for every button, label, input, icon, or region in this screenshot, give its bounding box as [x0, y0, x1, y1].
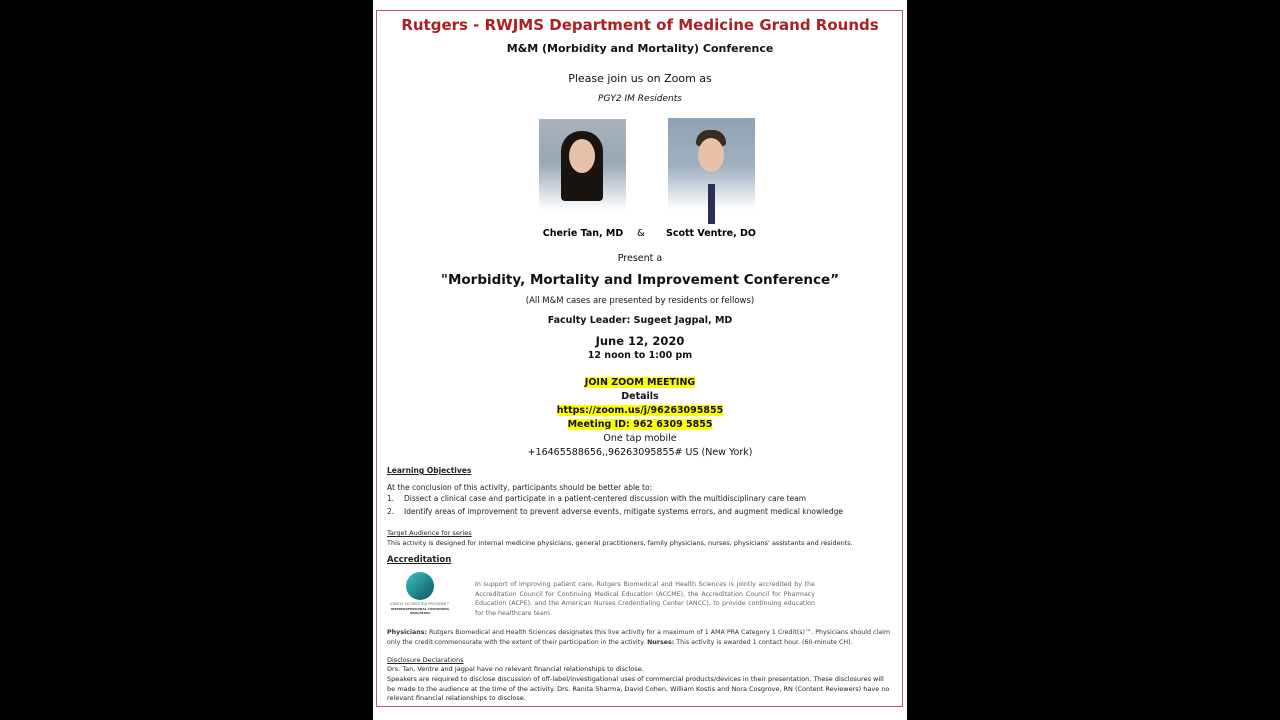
- objectives-intro: At the conclusion of this activity, participants should be better able to:: [387, 483, 653, 492]
- presenter-1-name: Cherie Tan, MD: [542, 228, 624, 239]
- presenter-2-name: Scott Ventre, DO: [666, 228, 756, 239]
- meeting-id: Meeting ID: 962 6309 5855: [567, 419, 713, 430]
- flyer-title: Rutgers - RWJMS Department of Medicine Grand Rounds: [401, 16, 879, 34]
- zoom-details-label: Details: [621, 391, 659, 402]
- objective-number: 2.: [387, 507, 395, 516]
- audience-heading: Target Audience for series: [387, 529, 472, 537]
- physicians-text: Rutgers Biomedical and Health Sciences designates this live activity for a maximum of 1 AMA PRA Category 1 Credit(s)™. Physicians should claim only the credit commensurate with the extent of their participation in the activity.: [387, 629, 890, 646]
- phone-number[interactable]: +16465588656,,96263095855# US (New York): [527, 447, 753, 458]
- logo-subtext: INTERPROFESSIONAL CONTINUING EDUCATION: [390, 607, 450, 615]
- conference-title: "Morbidity, Mortality and Improvement Conference”: [440, 272, 840, 288]
- objective-item: [387, 507, 892, 516]
- disclosure-heading: Disclosure Declarations: [387, 656, 464, 664]
- disclosure-line-1: Drs. Tan, Ventre and Jagpal have no relevant financial relationships to disclose.: [387, 665, 644, 673]
- zoom-url-link[interactable]: https://zoom.us/j/96263095855: [556, 405, 724, 416]
- flyer-subtitle: M&M (Morbidity and Mortality) Conference: [506, 42, 774, 55]
- accreditation-text: In support of improving patient care, Rutgers Biomedical and Health Sciences is jointly accredited by the Accreditation Council for Continuing Medical Education (ACCME), the Accreditation Council for Pharmacy Education (ACPE), and the American Nurses Credentialing Center (ANCC), to provide continuing education for the healthcare team.: [475, 581, 815, 617]
- nurses-text: This activity is awarded 1 contact hour. (60-minute CH).: [674, 638, 853, 646]
- objectives-heading: Learning Objectives: [387, 466, 472, 475]
- faculty-leader: Faculty Leader: Sugeet Jagpal, MD: [547, 315, 733, 326]
- flyer-page: [373, 0, 907, 720]
- accreditation-triangle-icon: [406, 572, 434, 600]
- invite-text: Please join us on Zoom as: [568, 72, 712, 85]
- disclosure-line-2: Speakers are required to disclose discussion of off-label/investigational uses of commercial products/devices in their presentation. These disclosures will be made to the audience at the time of the activity. Drs. Ranita Sharma, David Cohen, William Kostis and Nora Cosgrove, RN (Content Reviewers) have no relevant financial relationships to disclose.: [387, 675, 890, 702]
- audience-text: This activity is designed for internal medicine physicians, general practitioners, family physicians, nurses, physicians' assistants and residents.: [387, 539, 853, 547]
- join-zoom-link[interactable]: JOIN ZOOM MEETING: [584, 377, 696, 388]
- one-tap-label: One tap mobile: [603, 433, 677, 444]
- conference-note: (All M&M cases are presented by residents or fellows): [525, 296, 755, 306]
- event-date: June 12, 2020: [595, 334, 685, 348]
- nurses-label: Nurses:: [647, 638, 675, 646]
- physicians-label: Physicians:: [387, 629, 427, 636]
- accreditation-heading: Accreditation: [387, 555, 452, 565]
- objective-number: 1.: [387, 494, 395, 503]
- ampersand: &: [637, 228, 645, 239]
- event-time: 12 noon to 1:00 pm: [587, 350, 693, 361]
- objective-item: [387, 494, 892, 503]
- presenters-role: PGY2 IM Residents: [598, 94, 682, 104]
- photo-scott-ventre: [668, 118, 755, 226]
- jointly-accredited-logo: [387, 572, 453, 614]
- objective-text: Identify areas of improvement to prevent adverse events, mitigate systems errors, and augment medical knowledge: [404, 507, 843, 516]
- logo-text: JOINTLY ACCREDITED PROVIDER™: [390, 602, 450, 606]
- present-a: Present a: [617, 253, 663, 264]
- photo-cherie-tan: [539, 119, 626, 227]
- objective-text: Dissect a clinical case and participate in a patient-centered discussion with the multidisciplinary care team: [404, 494, 807, 503]
